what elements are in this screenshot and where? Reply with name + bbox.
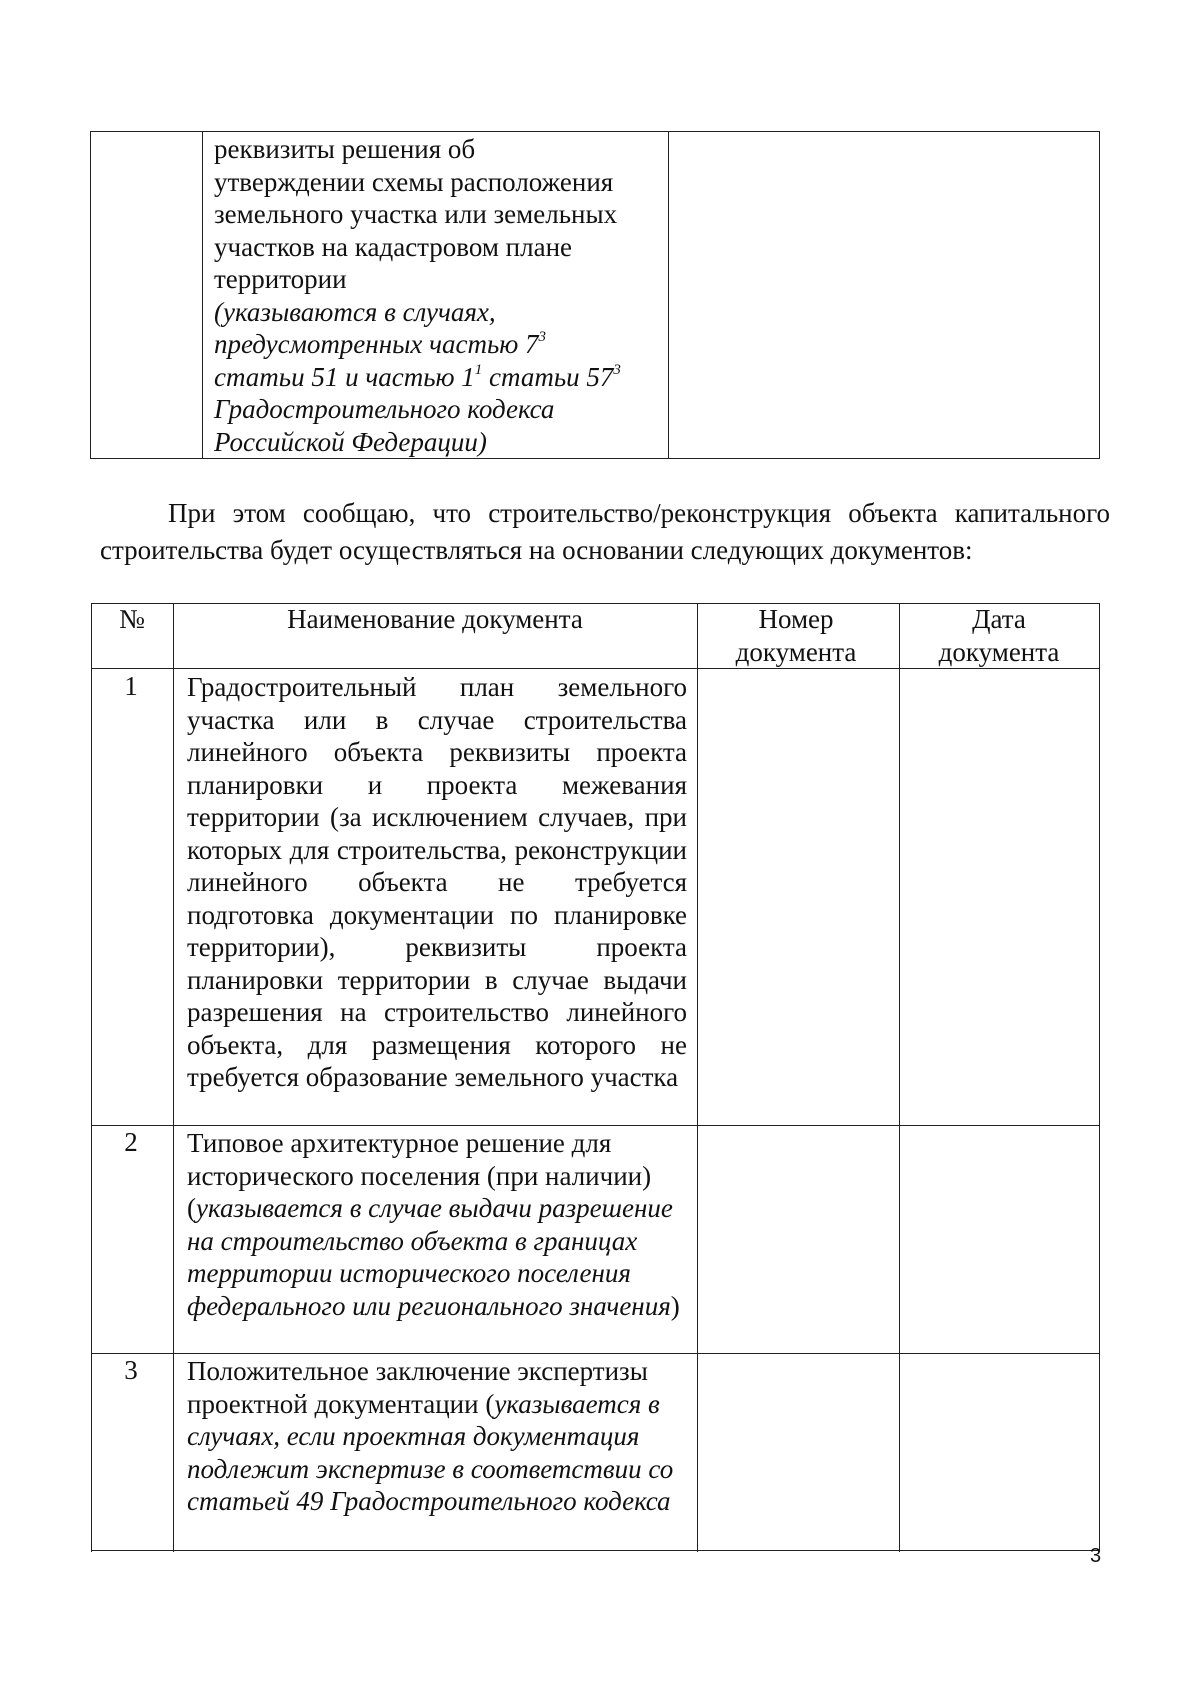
header-separator [91, 668, 1100, 669]
row-document-title: Типовое архитектурное решение для исторического поселения (при наличии) [187, 1128, 652, 1191]
top-note-line: (указываются в случаях, [214, 296, 496, 327]
row-number: 3 [124, 1355, 138, 1385]
top-label-line: утверждении схемы расположения [214, 166, 614, 197]
table-border-right [1099, 603, 1100, 1552]
header-number: Номер документа [735, 604, 857, 667]
row-document-name: Положительное заключение экспертизы проектной документации (указывается в случаях, если проектная документация подлежит экспертизе в соответствии со статьей 49 Градостроительного кодекса [187, 1356, 674, 1516]
header-name: Наименование документа [287, 604, 583, 634]
table-border-bottom [91, 1550, 1100, 1551]
top-label-line: участков на кадастровом плане [214, 231, 573, 262]
top-note-line: Градостроительного кодекса [214, 394, 555, 424]
intro-paragraph [100, 495, 1110, 569]
top-note-line: Российской Федерации) [214, 426, 487, 457]
superscript: 3 [613, 361, 621, 378]
row-document-name: Градостроительный план земельного участка или в случае строительства линейного объекта реквизиты проекта планировки и проекта межевания территории (за исключением случаев, при которых для строительства, реконструкции линейного объекта не требуется подготовка документации по планировке территории), реквизиты проекта планировки территории в случае выдачи разрешения на строительство линейного объекта, для размещения которого не требуется образование земельного участка [187, 672, 687, 1092]
header-date: Дата документа [938, 604, 1060, 667]
table-border-left [91, 603, 92, 1552]
intro-text: При этом сообщаю, что строительство/реконструкция объекта капитального строительства будет осуществляться на основании следующих документов: [100, 498, 1110, 565]
row-number: 1 [124, 671, 138, 701]
row-document-name: Типовое архитектурное решение для исторического поселения (при наличии) (указывается в случае выдачи разрешение на строительство объекта в границах территории исторического поселения федерального или регионального значения) [187, 1128, 680, 1321]
column-divider [173, 603, 174, 1552]
top-label-line: реквизиты решения об [214, 134, 476, 164]
documents-table [91, 603, 1100, 1552]
top-table-divider-2 [668, 132, 669, 458]
top-label-line: территории [214, 264, 347, 294]
row-document-note: указывается в случае выдачи разрешение на строительство объекта в границах территории исторического поселения федерального или регионального значения [187, 1193, 673, 1321]
row-document-title: Положительное заключение экспертизы проектной документации [187, 1356, 648, 1419]
top-table-divider-1 [202, 132, 203, 458]
page-number: 3 [1090, 1545, 1102, 1567]
row-separator [91, 1125, 1100, 1126]
header-num: № [119, 604, 145, 634]
column-divider [697, 603, 698, 1552]
top-label-line: земельного участка или земельных [214, 199, 618, 229]
row-separator [91, 1353, 1100, 1354]
row-number: 2 [124, 1127, 138, 1157]
top-note-line: статьи 51 и частью $1^1$ статьи $57^3$ [214, 361, 621, 392]
superscript: 1 [474, 361, 483, 378]
column-divider [899, 603, 900, 1552]
row-document-note: указывается в случаях, если проектная документация подлежит экспертизе в соответствии со статьей 49 Градостроительного кодекса [187, 1388, 674, 1516]
top-row-label [214, 133, 664, 458]
superscript: 3 [538, 329, 547, 345]
top-note-line: предусмотренных частью $7^3$ [214, 329, 547, 359]
